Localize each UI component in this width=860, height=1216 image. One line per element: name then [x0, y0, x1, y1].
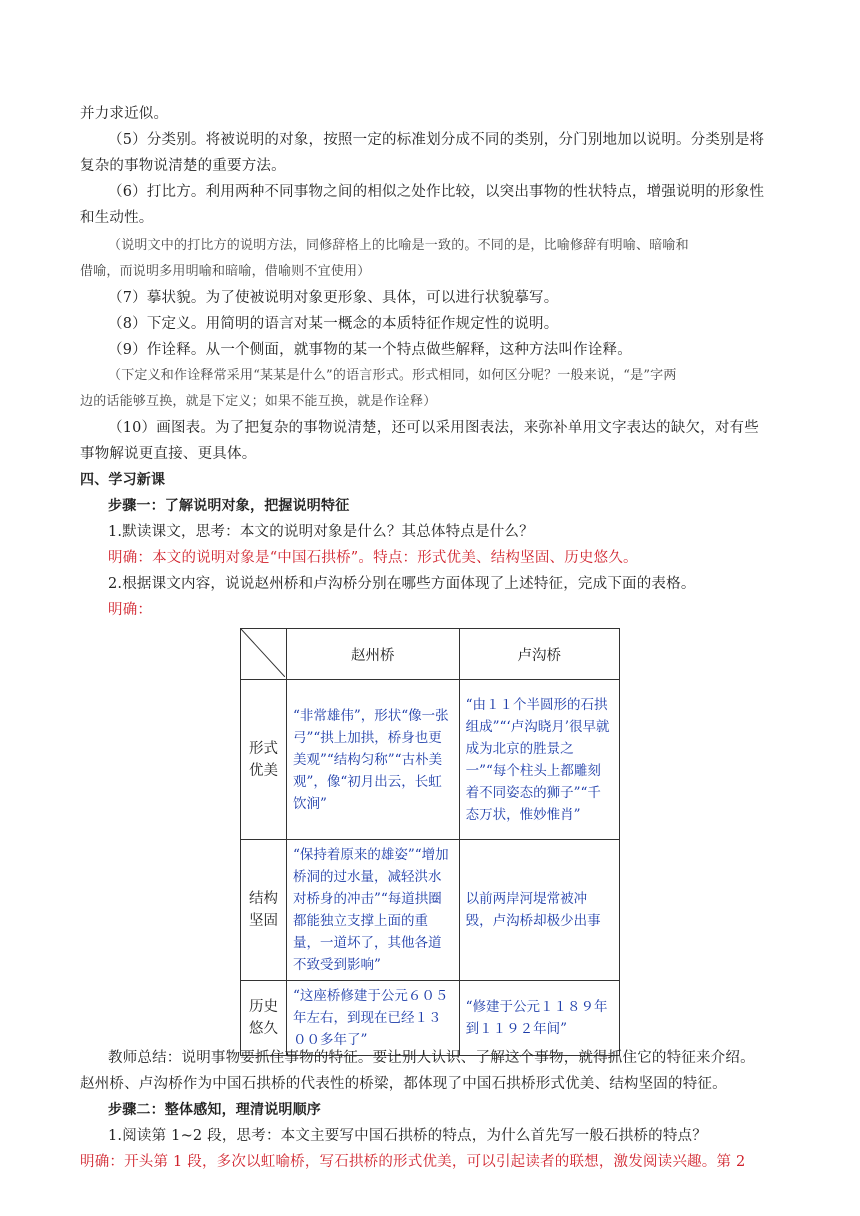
teacher-summary: 教师总结：说明事物要抓住事物的特征。要让别人认识、了解这个事物，就得抓住它的特征来介绍。	[108, 1050, 755, 1066]
method-analogy: （6）打比方。利用两种不同事物之间的相似之处作比较，以突出事物的性状特点，增强说明的形象性	[108, 184, 765, 200]
row-header-history: 历史 悠久	[241, 981, 287, 1056]
definition-note: （下定义和作诠释常采用“某某是什么”的语言形式。形式相同，如何区分呢？一般来说，“是”字两	[108, 368, 677, 383]
teacher-summary-cont: 赵州桥、卢沟桥作为中国石拱桥的代表性的桥梁，都体现了中国石拱桥形式优美、结构坚固的特征。	[80, 1076, 727, 1092]
diagonal-header-cell	[241, 629, 287, 680]
paragraph-line: 并力求近似。	[80, 106, 169, 122]
bridge-features-table	[240, 628, 620, 1056]
column-header-zhaozhou: 赵州桥	[286, 629, 459, 680]
column-header-lugou: 卢沟桥	[459, 629, 619, 680]
analogy-note: 借喻，而说明多用明喻和暗喻，借喻则不宜使用）	[80, 264, 371, 279]
method-chart: （10）画图表。为了把复杂的事物说清楚，还可以采用图表法，来弥补单用文字表达的缺欠，对有些	[108, 420, 759, 436]
step-heading: 步骤一：了解说明对象，把握说明特征	[108, 498, 350, 514]
question-3: 1.阅读第 1~2 段，思考：本文主要写中国石拱桥的特点，为什么首先写一般石拱桥的特点？	[108, 1128, 707, 1144]
answer-3: 明确：开头第 1 段，多次以虹喻桥，写石拱桥的形式优美，可以引起读者的联想，激发阅读兴趣。第 2	[80, 1154, 746, 1170]
row-header-structure: 结构 坚固	[241, 840, 287, 981]
row-header-form: 形式 优美	[241, 680, 287, 840]
method-classification: （5）分类别。将被说明的对象，按照一定的标准划分成不同的类别，分门别地加以说明。分类别是将	[108, 132, 765, 148]
cell-zhaozhou-history: “这座桥修建于公元６０５年左右，到现在已经１３００多年了”	[286, 981, 459, 1056]
method-description: （7）摹状貌。为了使被说明对象更形象、具体，可以进行状貌摹写。	[108, 290, 559, 306]
analogy-note: （说明文中的打比方的说明方法，同修辞格上的比喻是一致的。不同的是，比喻修辞有明喻、暗喻和	[108, 238, 689, 253]
question-1: 1.默读课文，思考：本文的说明对象是什么？其总体特点是什么？	[108, 524, 534, 540]
step-heading: 步骤二：整体感知，理清说明顺序	[108, 1102, 321, 1118]
paragraph-line: 和生动性。	[80, 210, 154, 226]
cell-zhaozhou-structure: “保持着原来的雄姿”“增加桥洞的过水量，减轻洪水对桥身的冲击”“每道拱圈都能独立支撑上面的重量，一道坏了，其他各道不致受到影响”	[286, 840, 459, 981]
diagonal-line-icon	[241, 629, 285, 677]
paragraph-line: 复杂的事物说清楚的重要方法。	[80, 158, 286, 174]
cell-lugou-structure: 以前两岸河堤常被冲毁，卢沟桥却极少出事	[459, 840, 619, 981]
cell-lugou-history: “修建于公元１１８９年到１１９２年间”	[459, 981, 619, 1056]
definition-note: 边的话能够互换，就是下定义；如果不能互换，就是作诠释）	[80, 394, 437, 409]
cell-zhaozhou-form: “非常雄伟”，形状“像一张弓”“拱上加拱，桥身也更美观”“结构匀称”“古朴美观”，像“初月出云，长虹饮涧”	[286, 680, 459, 840]
paragraph-line: 事物解说更直接、更具体。	[80, 446, 257, 462]
section-heading: 四、学习新课	[80, 472, 166, 488]
cell-lugou-form: “由１１个半圆形的石拱组成”“‘卢沟晓月’很早就成为北京的胜景之一”“每个柱头上都雕刻着不同姿态的狮子”“千态万状，惟妙惟肖”	[459, 680, 619, 840]
method-definition: （8）下定义。用简明的语言对某一概念的本质特征作规定性的说明。	[108, 316, 559, 332]
answer-1: 明确：本文的说明对象是“中国石拱桥”。特点：形式优美、结构坚固、历史悠久。	[108, 550, 638, 566]
answer-2-label: 明确：	[108, 602, 153, 618]
question-2: 2.根据课文内容，说说赵州桥和卢沟桥分别在哪些方面体现了上述特征，完成下面的表格。	[108, 576, 696, 592]
method-explanation: （9）作诠释。从一个侧面，就事物的某一个特点做些解释，这种方法叫作诠释。	[108, 342, 632, 358]
